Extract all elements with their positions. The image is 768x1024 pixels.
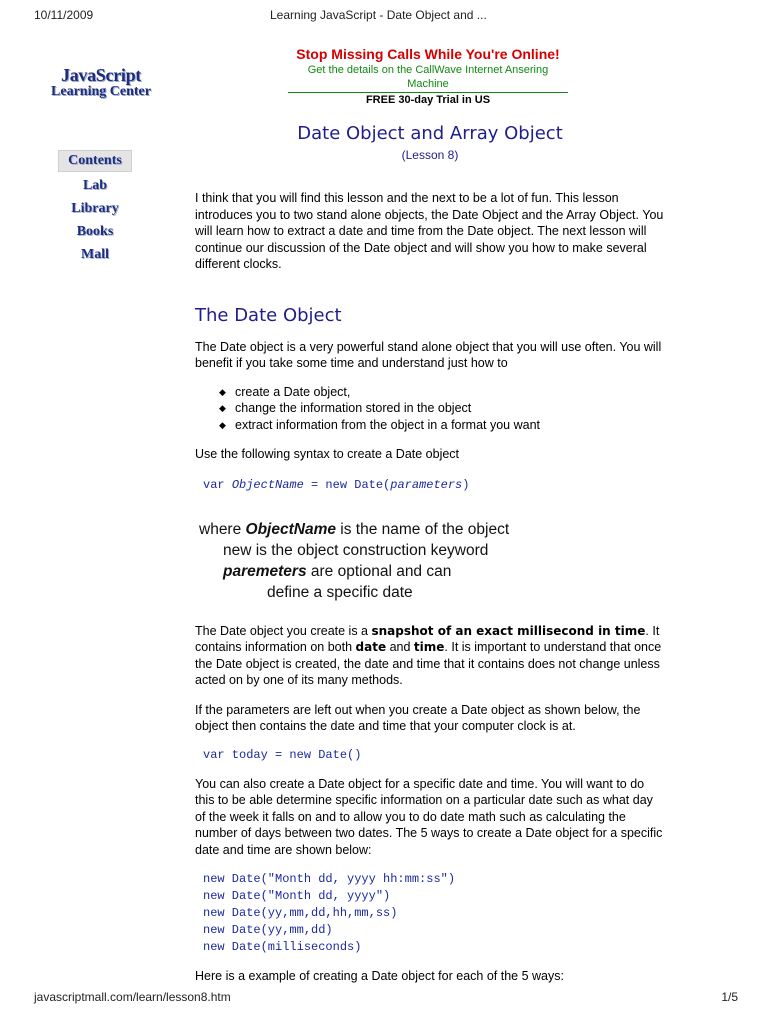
print-date: 10/11/2009 (34, 8, 94, 22)
list-item: ◆ change the information stored in the object (219, 401, 472, 415)
ad-subline-link[interactable]: Get the details on the CallWave Internet Ansering Machine (288, 63, 568, 93)
code-line: new Date("Month dd, yyyy hh:mm:ss") (203, 872, 456, 886)
logo-line-2: Learning Center (51, 84, 151, 99)
ad-headline[interactable]: Stop Missing Calls While You're Online! (296, 46, 560, 62)
section-heading-date-object: The Date Object (195, 304, 342, 326)
code-line: new Date("Month dd, yyyy") (203, 889, 391, 903)
today-code: var today = new Date() (203, 747, 362, 762)
print-url: javascriptmall.com/learn/lesson8.htm (34, 990, 231, 1004)
code-line: new Date(milliseconds) (203, 940, 362, 954)
diamond-bullet-icon: ◆ (219, 386, 226, 397)
lesson-content (195, 122, 665, 985)
site-logo[interactable] (46, 66, 156, 99)
nav-item-contents[interactable]: Contents (58, 150, 132, 172)
nav-item-books[interactable]: Books (76, 224, 114, 239)
intro-paragraph: I think that you will find this lesson and the next to be a lot of fun. This lesson introduces you to two stand alone objects, the Date Object and the Array Object. You will learn how to extract a date and time from the Date object. The next lesson will continue our discussion of the Date object and will show you how to make several different clocks. (195, 191, 664, 271)
snapshot-paragraph: The Date object you create is a snapshot of an exact millisecond in time. It contains information on both date and time. It is important to understand that once the Date object is created, the date and time that it contains does not change unless acted on by one of its many methods. (195, 623, 662, 687)
logo-line-1: JavaScript (61, 65, 141, 85)
callwave-ad[interactable] (288, 46, 568, 107)
syntax-explanation (195, 519, 665, 603)
where-line-1: where ObjectName is the name of the object (199, 520, 510, 538)
where-line-3: paremeters are optional and can (223, 562, 452, 580)
ad-trial-text: FREE 30-day Trial in US (365, 94, 491, 106)
print-footer (34, 990, 738, 1010)
side-nav (58, 150, 132, 266)
where-line-2: new is the object construction keyword (223, 541, 489, 559)
parameters-paragraph: If the parameters are left out when you create a Date object as shown below, the object then contains the date and time that your computer clock is at. (195, 702, 641, 733)
diamond-bullet-icon: ◆ (219, 403, 226, 413)
list-item: ◆ create a Date object, (219, 384, 351, 399)
code-line: new Date(yy,mm,dd) (203, 923, 333, 937)
page-number: 1/5 (721, 990, 738, 1004)
nav-item-mall[interactable]: Mall (81, 247, 109, 262)
date-object-paragraph: The Date object is a very powerful stand alone object that you will use often. You will benefit if you take some time and understand just how to (195, 339, 662, 370)
syntax-code: var ObjectName = new Date(parameters) (203, 477, 470, 492)
benefit-list (195, 384, 665, 434)
print-page-title: Learning JavaScript - Date Object and ... (270, 8, 487, 22)
print-header (34, 8, 738, 28)
page-title: Date Object and Array Object (297, 123, 563, 144)
nav-item-lab[interactable]: Lab (82, 178, 108, 193)
specific-date-paragraph: You can also create a Date object for a specific date and time. You will want to do this to be able determine specific information on a particular date such as what day of the week it falls on and to allow you to do date math such as calculating the number of days between two dates. The 5 ways to create a Date object for a specific date and time are shown below: (195, 776, 663, 857)
example-intro: Here is a example of creating a Date object for each of the 5 ways: (195, 969, 564, 983)
where-line-4: define a specific date (267, 583, 413, 601)
constructor-code-block (195, 871, 665, 956)
lesson-number: (Lesson 8) (401, 148, 459, 162)
code-line: new Date(yy,mm,dd,hh,mm,ss) (203, 906, 398, 920)
syntax-intro: Use the following syntax to create a Date object (195, 447, 460, 461)
list-item: ◆ extract information from the object in a format you want (219, 417, 540, 432)
nav-item-library[interactable]: Library (71, 201, 119, 216)
diamond-bullet-icon: ◆ (219, 419, 226, 430)
